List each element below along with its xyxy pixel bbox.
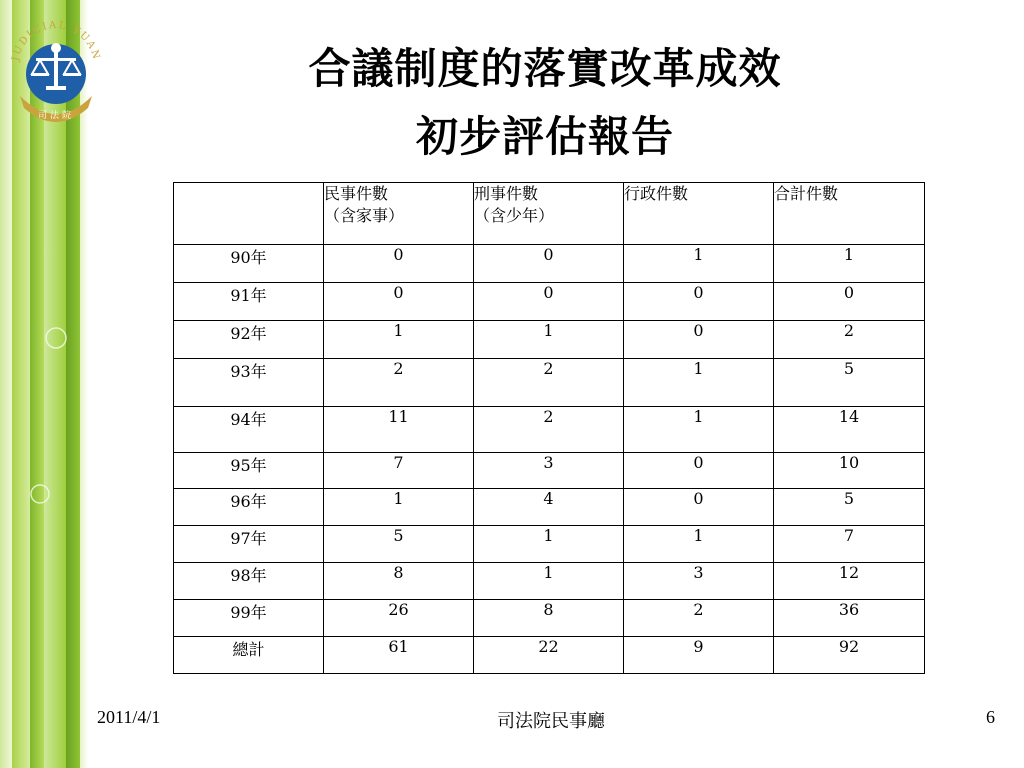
table-header-row <box>174 183 925 245</box>
row-civil: 7 <box>324 453 474 489</box>
row-criminal: 2 <box>474 359 624 407</box>
table-row <box>174 321 925 359</box>
row-civil: 5 <box>324 526 474 563</box>
row-civil: 0 <box>324 283 474 321</box>
row-year: 91年 <box>174 283 324 321</box>
table-total-row <box>174 637 925 674</box>
row-criminal: 0 <box>474 245 624 283</box>
header-label: 行政件數 <box>624 184 689 203</box>
table-header-criminal <box>474 183 624 245</box>
row-criminal: 1 <box>474 563 624 600</box>
header-label: 民事件數 <box>324 184 389 203</box>
row-admin: 2 <box>624 600 774 637</box>
row-year: 94年 <box>174 407 324 453</box>
svg-text:司法院: 司法院 <box>37 111 75 121</box>
row-total: 10 <box>774 453 925 489</box>
row-criminal: 22 <box>474 637 624 674</box>
row-admin: 3 <box>624 563 774 600</box>
slide-title-line-2: 初步評估報告 <box>415 112 674 161</box>
table-row <box>174 359 925 407</box>
row-criminal: 4 <box>474 489 624 526</box>
header-sublabel: （含少年） <box>474 206 555 225</box>
row-admin: 1 <box>624 245 774 283</box>
row-civil: 1 <box>324 489 474 526</box>
row-total: 92 <box>774 637 925 674</box>
row-criminal: 0 <box>474 283 624 321</box>
header-label: 刑事件數 <box>474 184 539 203</box>
row-year: 97年 <box>174 526 324 563</box>
footer-department: 司法院民事廳 <box>497 711 605 731</box>
footer-date: 2011/4/1 <box>97 707 161 727</box>
row-admin: 1 <box>624 407 774 453</box>
row-criminal: 2 <box>474 407 624 453</box>
row-civil: 8 <box>324 563 474 600</box>
table-row <box>174 407 925 453</box>
table-row <box>174 600 925 637</box>
row-total: 14 <box>774 407 925 453</box>
svg-text:JUDICIAL YUAN: JUDICIAL YUAN <box>10 19 102 63</box>
table-header-admin <box>624 183 774 245</box>
table-header-cell-blank <box>174 183 324 245</box>
table-row <box>174 453 925 489</box>
row-year: 總計 <box>174 637 324 674</box>
row-year: 92年 <box>174 321 324 359</box>
row-civil: 11 <box>324 407 474 453</box>
row-year: 98年 <box>174 563 324 600</box>
row-admin: 0 <box>624 283 774 321</box>
row-total: 2 <box>774 321 925 359</box>
row-admin: 0 <box>624 489 774 526</box>
table-row <box>174 526 925 563</box>
footer-page-number: 6 <box>986 707 995 727</box>
row-year: 99年 <box>174 600 324 637</box>
row-admin: 0 <box>624 321 774 359</box>
row-year: 95年 <box>174 453 324 489</box>
row-civil: 26 <box>324 600 474 637</box>
row-admin: 1 <box>624 526 774 563</box>
row-admin: 9 <box>624 637 774 674</box>
table-row <box>174 245 925 283</box>
row-year: 90年 <box>174 245 324 283</box>
row-civil: 2 <box>324 359 474 407</box>
header-label: 合計件數 <box>774 184 839 203</box>
table-row <box>174 283 925 321</box>
row-year: 96年 <box>174 489 324 526</box>
row-admin: 1 <box>624 359 774 407</box>
row-criminal: 1 <box>474 321 624 359</box>
row-total: 1 <box>774 245 925 283</box>
row-year: 93年 <box>174 359 324 407</box>
table-header-total <box>774 183 925 245</box>
row-total: 36 <box>774 600 925 637</box>
table-row <box>174 563 925 600</box>
row-total: 5 <box>774 489 925 526</box>
row-civil: 0 <box>324 245 474 283</box>
table-row <box>174 489 925 526</box>
row-total: 12 <box>774 563 925 600</box>
row-civil: 1 <box>324 321 474 359</box>
row-total: 7 <box>774 526 925 563</box>
row-total: 0 <box>774 283 925 321</box>
header-sublabel: （含家事） <box>324 206 405 225</box>
case-count-table <box>173 182 925 674</box>
row-criminal: 3 <box>474 453 624 489</box>
table-header-civil <box>324 183 474 245</box>
row-civil: 61 <box>324 637 474 674</box>
row-admin: 0 <box>624 453 774 489</box>
slide-title-line-1: 合議制度的落實改革成效 <box>308 44 782 93</box>
row-total: 5 <box>774 359 925 407</box>
row-criminal: 1 <box>474 526 624 563</box>
row-criminal: 8 <box>474 600 624 637</box>
